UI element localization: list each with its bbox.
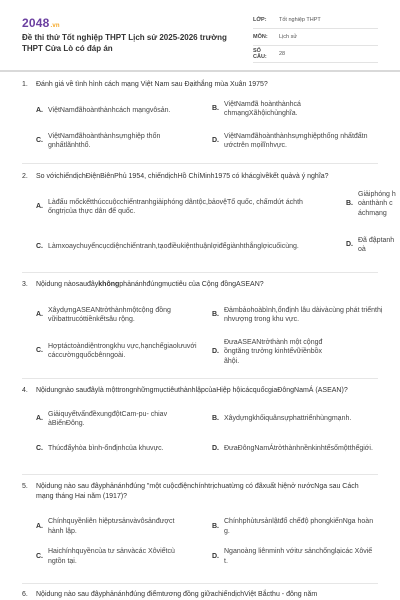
exam-meta-box bbox=[253, 12, 378, 63]
question-text: Đánh giá về tình hình cách mạng Việt Nam sau Đạithắng mùa Xuân 1975? bbox=[36, 81, 268, 88]
question-stem bbox=[22, 172, 398, 182]
question-separator bbox=[22, 272, 378, 273]
site-logo[interactable] bbox=[22, 16, 60, 30]
meta-row-class bbox=[253, 12, 378, 29]
option-text: Làmxoaychuyểncụcdiệnchiếntranh,tạođiềukiệnthuậnlợiđểgiànhthắnglợicuốicùng. bbox=[48, 242, 299, 250]
option-letter: C. bbox=[36, 242, 43, 250]
option-letter: C. bbox=[36, 444, 43, 452]
option-text: Thúcđẩyhòa bình-ổnđịnhcủa khuvực. bbox=[48, 444, 164, 452]
question-stem bbox=[22, 386, 398, 396]
option-d[interactable] bbox=[212, 444, 398, 454]
question-number: 6. bbox=[22, 591, 28, 598]
question-stem bbox=[22, 590, 398, 600]
exam-title: Đề thi thử Tốt nghiệp THPT Lịch sử 2025-2026 trường THPT Cửa Lò có đáp án bbox=[22, 33, 227, 53]
option-text: Đã đậptanhoà bbox=[358, 236, 395, 253]
question-text: Nộidung nào sau đâyphảnánhđúng "một cuộcđiệnchínhtrịchuatừng có đãxuất hiệnở nướcNga sau Cách mạng tháng Hai năm (1917)? bbox=[36, 483, 359, 500]
meta-row-count bbox=[253, 46, 378, 63]
question-text-start: Nộidung nàosauđây bbox=[36, 281, 99, 288]
meta-row-subject bbox=[253, 29, 378, 46]
option-c[interactable] bbox=[36, 342, 212, 361]
option-letter: B. bbox=[212, 414, 219, 422]
answer-options bbox=[36, 509, 398, 573]
option-b[interactable] bbox=[212, 414, 398, 424]
question-4 bbox=[22, 386, 398, 464]
option-d[interactable] bbox=[212, 547, 398, 566]
question-separator bbox=[22, 163, 378, 164]
option-a[interactable] bbox=[36, 517, 212, 536]
option-c[interactable] bbox=[36, 132, 196, 151]
option-text: ViệtNamđã hoànthànhcáchmạngXãhộichủnghĩa. bbox=[224, 100, 301, 117]
answer-options bbox=[36, 98, 398, 158]
meta-value: 28 bbox=[279, 51, 286, 57]
option-letter: A. bbox=[36, 106, 43, 114]
option-letter: D. bbox=[212, 348, 219, 355]
option-text: Nganoàng liênminh vớitư sảnchốnglạicác Xôviết. bbox=[224, 548, 373, 565]
option-letter: D. bbox=[212, 444, 219, 452]
question-6 bbox=[22, 590, 398, 600]
option-text: ViệtNamđãhoànthànhsựnghiệpthống nhấtđấtnướctrên mọilĩnhvực. bbox=[224, 132, 368, 149]
option-text: ĐưaASEANtrởthành một cộngđồngtăng trưởng kinhtếvữiềnbồxãhội. bbox=[224, 338, 323, 365]
option-a[interactable] bbox=[36, 410, 212, 429]
option-letter: C. bbox=[36, 347, 43, 355]
question-text: Nộidungnào sauđâylà mộttrongnhữngmụctiêuthànhlậpcủaHiệp hộicácquốcgiaĐôngNamÁ (ASEAN)? bbox=[36, 387, 348, 394]
option-letter: D. bbox=[212, 137, 219, 145]
option-c[interactable] bbox=[36, 444, 212, 454]
option-letter: D. bbox=[346, 241, 353, 249]
option-text: ViệtNamđãhoànthànhsựnghiệp thốngnhấtlãnhthổ. bbox=[48, 132, 161, 149]
meta-label: MÔN: bbox=[253, 34, 268, 40]
logo-text: 2048 bbox=[22, 16, 50, 30]
option-letter: B. bbox=[212, 311, 219, 319]
option-letter: A. bbox=[36, 203, 43, 211]
option-text: XâydựngASEANtrởthànhmộtcộng đồng vữibattrucóttiềnkếtsâu rộng. bbox=[48, 306, 171, 323]
option-b[interactable] bbox=[212, 306, 392, 325]
question-separator bbox=[22, 378, 378, 379]
option-text: ViệtNamđãhoànthànhcách mạngvôsản. bbox=[48, 106, 171, 114]
answer-options bbox=[36, 298, 398, 368]
option-a[interactable] bbox=[36, 106, 196, 116]
option-c[interactable] bbox=[36, 242, 348, 252]
option-letter: C. bbox=[36, 552, 43, 560]
question-stem bbox=[22, 280, 398, 290]
question-text-end: phảnánhđúngmụctiêu của Cộng đồngASEAN? bbox=[119, 281, 264, 288]
question-number: 5. bbox=[22, 483, 28, 490]
meta-value: Tốt nghiệp THPT bbox=[279, 17, 321, 23]
option-letter: B. bbox=[212, 105, 219, 113]
question-5 bbox=[22, 482, 398, 573]
option-text: Đảmbảohoàbình,ổnđịnh lâu dàivàcùng phát triểnthịnhvượng trong khu vực. bbox=[224, 306, 383, 323]
option-text: Hợptáctoàndiệntrongkhu vực,hạnchếgiaolưuvớicáccườngquốcbênngoài. bbox=[48, 342, 197, 359]
option-text: ĐưaĐôngNamÁtrởthànhnềnkinhtếsốmộtthếgiới. bbox=[224, 444, 373, 452]
option-letter: A. bbox=[36, 522, 43, 530]
question-number: 1. bbox=[22, 81, 28, 88]
question-stem bbox=[22, 482, 398, 501]
option-b[interactable] bbox=[346, 190, 398, 219]
question-separator bbox=[22, 474, 378, 475]
logo-suffix: .vn bbox=[50, 23, 60, 29]
option-letter: C. bbox=[36, 137, 43, 145]
meta-value: Lịch sử bbox=[279, 34, 298, 40]
answer-options bbox=[36, 404, 398, 464]
question-number: 3. bbox=[22, 281, 28, 288]
option-text: Xâydựngkhốiquânsựphattriểnhùngmạnh. bbox=[224, 414, 352, 422]
option-a[interactable] bbox=[36, 198, 346, 217]
question-text: Nộidung nào sau đâyphảnánhđúng điểmtương đồng giữachiếndịchViệt Bắcthu - đông năm bbox=[36, 591, 318, 598]
question-1 bbox=[22, 80, 398, 158]
question-3 bbox=[22, 280, 398, 368]
option-d[interactable] bbox=[212, 338, 392, 367]
option-text: Làđấu mốckếtthúccuộcchiếntranhgiảiphóng dântộc,bảovệTổ quốc, chấmdứt áchthốngtrịcủa thực dân để quốc. bbox=[48, 198, 303, 215]
question-text bbox=[36, 280, 376, 290]
exam-header bbox=[22, 12, 378, 64]
option-b[interactable] bbox=[212, 517, 398, 536]
option-text: Chínhphủtưsảnlậtđổ chếđộ phongkiếnNga hoàng. bbox=[224, 518, 374, 535]
option-d[interactable] bbox=[212, 132, 392, 151]
question-stem bbox=[22, 80, 398, 90]
option-letter: A. bbox=[36, 311, 43, 319]
question-text-emphasis: không bbox=[98, 281, 120, 288]
meta-label: LỚP: bbox=[253, 17, 267, 23]
option-text: Giảiphóng hoànthành cáchmạng bbox=[358, 190, 396, 217]
option-letter: B. bbox=[212, 522, 219, 530]
option-d[interactable] bbox=[346, 236, 398, 255]
option-text: GiảiquyếtvấnđềxungđộtCam-pu- chiavàBiểnĐông. bbox=[48, 410, 168, 427]
question-number: 2. bbox=[22, 173, 28, 180]
option-letter: A. bbox=[36, 415, 43, 423]
option-text: Haichínhquyềncủa tư sảnvàcác Xôviếtcùngtồn tại. bbox=[48, 548, 175, 565]
header-divider bbox=[0, 70, 400, 72]
option-c[interactable] bbox=[36, 547, 212, 566]
question-text: So vớichiếndịchĐiệnBiênPhủ 1954, chiếndịchHồ ChíMinh1975 có khácgìvềkết quảvà ý nghĩa? bbox=[36, 173, 329, 180]
option-text: Chínhquyềnliên hiệptưsảnvàvôsảnđượcthành lập. bbox=[48, 518, 175, 535]
question-separator bbox=[22, 583, 378, 584]
option-letter: B. bbox=[346, 200, 353, 207]
meta-label: SỐ CÂU: bbox=[253, 48, 267, 60]
answer-options bbox=[36, 190, 398, 260]
option-letter: D. bbox=[212, 552, 219, 560]
question-number: 4. bbox=[22, 387, 28, 394]
option-a[interactable] bbox=[36, 306, 196, 325]
question-2 bbox=[22, 172, 398, 260]
option-b[interactable] bbox=[212, 100, 392, 119]
